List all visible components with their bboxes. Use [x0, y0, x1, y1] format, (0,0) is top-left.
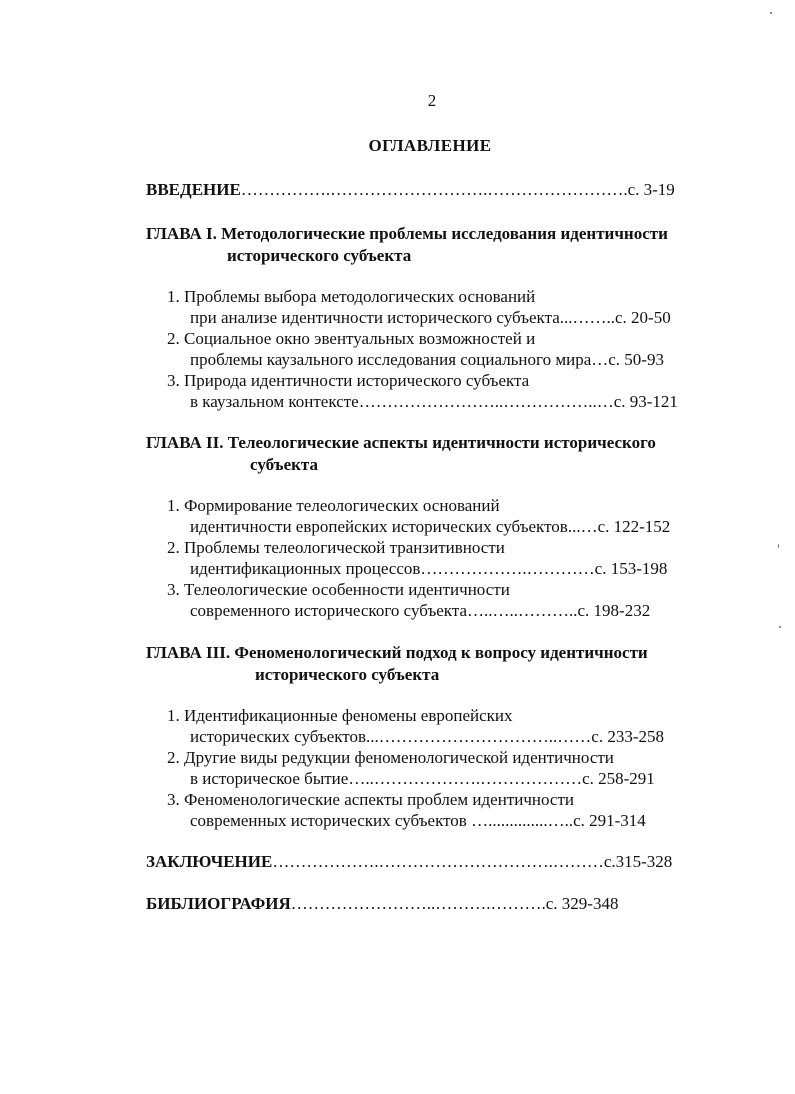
conclusion-page-range: с.315-328: [603, 852, 673, 871]
scan-speck: [778, 544, 779, 548]
chapter-2-item-3-line1: 3. Телеологические особенности идентичности: [167, 580, 510, 599]
chapter-1-item-2-line2: проблемы каузального исследования социального мира…с. 50-93: [190, 350, 664, 369]
conclusion-label: ЗАКЛЮЧЕНИЕ: [146, 852, 273, 871]
toc-entry-conclusion: [146, 852, 672, 872]
chapter-1-item-3-line2: в каузальном контексте……………………..……………..…с. 93-121: [190, 392, 678, 411]
toc-entry-introduction: [146, 180, 675, 200]
scan-speck: [779, 626, 781, 628]
chapter-3-heading-line2: исторического субъекта: [255, 665, 440, 684]
bibliography-leader-dots: ……………………..……….……….: [290, 894, 546, 913]
chapter-1-item-3-line1: 3. Природа идентичности исторического субъекта: [167, 371, 530, 390]
page-number: 2: [427, 91, 437, 110]
chapter-3-heading-line1: ГЛАВА III. Феноменологический подход к вопросу идентичности: [146, 643, 648, 662]
chapter-2-heading-line1: ГЛАВА II. Телеологические аспекты идентичности исторического: [146, 433, 656, 452]
chapter-1-heading-line2: исторического субъекта: [227, 246, 412, 265]
chapter-3-item-3-line1: 3. Феноменологические аспекты проблем идентичности: [167, 790, 574, 809]
chapter-1-heading-line1: ГЛАВА I. Методологические проблемы исследования идентичности: [146, 224, 668, 243]
chapter-2-item-2-line1: 2. Проблемы телеологической транзитивности: [167, 538, 505, 557]
toc-title: ОГЛАВЛЕНИЕ: [368, 136, 492, 155]
chapter-2-item-1-line2: идентичности европейских исторических субъектов...…с. 122-152: [190, 517, 671, 536]
bibliography-page-range: с. 329-348: [545, 894, 619, 913]
toc-entry-bibliography: [146, 894, 618, 914]
chapter-2-item-3-line2: современного исторического субъекта…..…..………..с. 198-232: [190, 601, 651, 620]
chapter-2-item-2-line2: идентификационных процессов……………….…………с. 153-198: [190, 559, 668, 578]
bibliography-label: БИБЛИОГРАФИЯ: [146, 894, 291, 913]
chapter-2-item-1-line1: 1. Формирование телеологических оснований: [167, 496, 500, 515]
chapter-3-item-1-line2: исторических субъектов...…………………………..……с. 233-258: [190, 727, 664, 746]
chapter-1-item-1-line2: при анализе идентичности исторического субъекта...……..с. 20-50: [190, 308, 671, 327]
conclusion-leader-dots: ……………….………………………….………: [272, 852, 604, 871]
introduction-label: ВВЕДЕНИЕ: [146, 180, 241, 199]
chapter-3-item-1-line1: 1. Идентификационные феномены европейских: [167, 706, 513, 725]
chapter-2-heading-line2: субъекта: [250, 455, 318, 474]
introduction-page-range: .с. 3-19: [623, 180, 675, 199]
scan-speck: [770, 12, 772, 14]
chapter-3-item-3-line2: современных исторических субъектов …..............…..с. 291-314: [190, 811, 646, 830]
chapter-3-item-2-line2: в историческое бытие…..……………….………………с. 258-291: [190, 769, 655, 788]
introduction-leader-dots: …………….……………………….……………………: [240, 180, 624, 199]
chapter-1-item-1-line1: 1. Проблемы выбора методологических оснований: [167, 287, 536, 306]
chapter-1-item-2-line1: 2. Социальное окно эвентуальных возможностей и: [167, 329, 536, 348]
chapter-3-item-2-line1: 2. Другие виды редукции феноменологической идентичности: [167, 748, 614, 767]
